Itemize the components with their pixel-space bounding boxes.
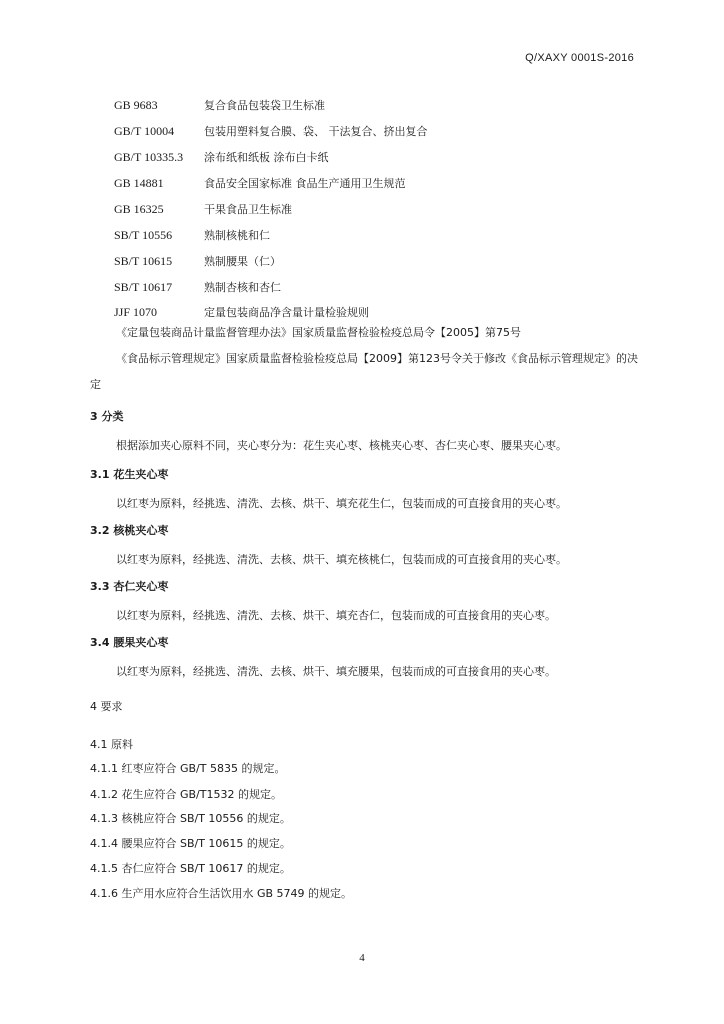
paragraph: 以红枣为原料，经挑选、清洗、去核、烘干、填充腰果，包装而成的可直接食用的夹心枣。 [116,665,556,678]
reference-code: SB/T 10615 [114,254,173,268]
subsection-heading: 4.1 原料 [90,738,133,751]
section-heading: 4 要求 [90,700,123,713]
reference-code: GB 16325 [114,202,164,216]
reference-row [114,124,428,139]
requirement-item: 4.1.6 生产用水应符合生活饮用水 GB 5749 的规定。 [90,887,353,900]
section-heading: 3 分类 [90,410,124,423]
reference-code: GB 9683 [114,98,158,112]
regulation-paragraph: 《食品标示管理规定》国家质量监督检验检疫总局【2009】第123号令关于修改《食品标示管理规定》的决定 [90,352,638,391]
requirement-item: 4.1.5 杏仁应符合 SB/T 10617 的规定。 [90,862,291,875]
paragraph: 以红枣为原料，经挑选、清洗、去核、烘干、填充杏仁，包装而成的可直接食用的夹心枣。 [116,609,556,622]
document-header: Q/XAXY 0001S-2016 [525,52,634,64]
requirement-item: 4.1.1 红枣应符合 GB/T 5835 的规定。 [90,762,286,775]
reference-code: SB/T 10617 [114,280,173,294]
reference-row [114,150,329,165]
subsection-heading: 3.3 杏仁夹心枣 [90,580,169,593]
reference-code: GB/T 10004 [114,124,175,138]
reference-row [114,176,406,191]
reference-code: GB/T 10335.3 [114,150,184,164]
regulation-paragraph: 《定量包装商品计量监督管理办法》国家质量监督检验检疫总局令【2005】第75号 [116,326,521,339]
paragraph: 以红枣为原料，经挑选、清洗、去核、烘干、填充花生仁，包装而成的可直接食用的夹心枣。 [116,497,567,510]
reference-row [114,305,369,320]
requirement-item: 4.1.3 核桃应符合 SB/T 10556 的规定。 [90,812,291,825]
reference-title: 熟制腰果（仁） [204,255,281,268]
subsection-heading: 3.2 核桃夹心枣 [90,524,169,537]
page-number: 4 [359,952,365,964]
reference-title: 复合食品包装袋卫生标准 [204,99,325,112]
subsection-heading: 3.1 花生夹心枣 [90,468,169,481]
reference-row [114,98,325,113]
reference-title: 熟制核桃和仁 [204,229,270,242]
requirement-item: 4.1.2 花生应符合 GB/T1532 的规定。 [90,788,282,801]
requirement-item: 4.1.4 腰果应符合 SB/T 10615 的规定。 [90,837,291,850]
subsection-heading: 3.4 腰果夹心枣 [90,636,169,649]
reference-title: 涂布纸和纸板 涂布白卡纸 [204,151,329,164]
reference-title: 熟制杏核和杏仁 [204,281,281,294]
reference-title: 食品安全国家标准 食品生产通用卫生规范 [204,177,406,190]
reference-code: SB/T 10556 [114,228,173,242]
reference-row [114,202,292,217]
reference-code: JJF 1070 [114,305,158,319]
reference-title: 定量包装商品净含量计量检验规则 [204,306,369,319]
reference-title: 包装用塑料复合膜、袋、 干法复合、挤出复合 [204,125,428,138]
paragraph: 根据添加夹心原料不同，夹心枣分为：花生夹心枣、核桃夹心枣、杏仁夹心枣、腰果夹心枣。 [116,439,567,452]
reference-row [114,280,281,295]
paragraph: 以红枣为原料，经挑选、清洗、去核、烘干、填充核桃仁，包装而成的可直接食用的夹心枣。 [116,553,567,566]
reference-code: GB 14881 [114,176,164,190]
reference-title: 干果食品卫生标准 [204,203,292,216]
reference-row [114,228,270,243]
reference-row [114,254,281,269]
